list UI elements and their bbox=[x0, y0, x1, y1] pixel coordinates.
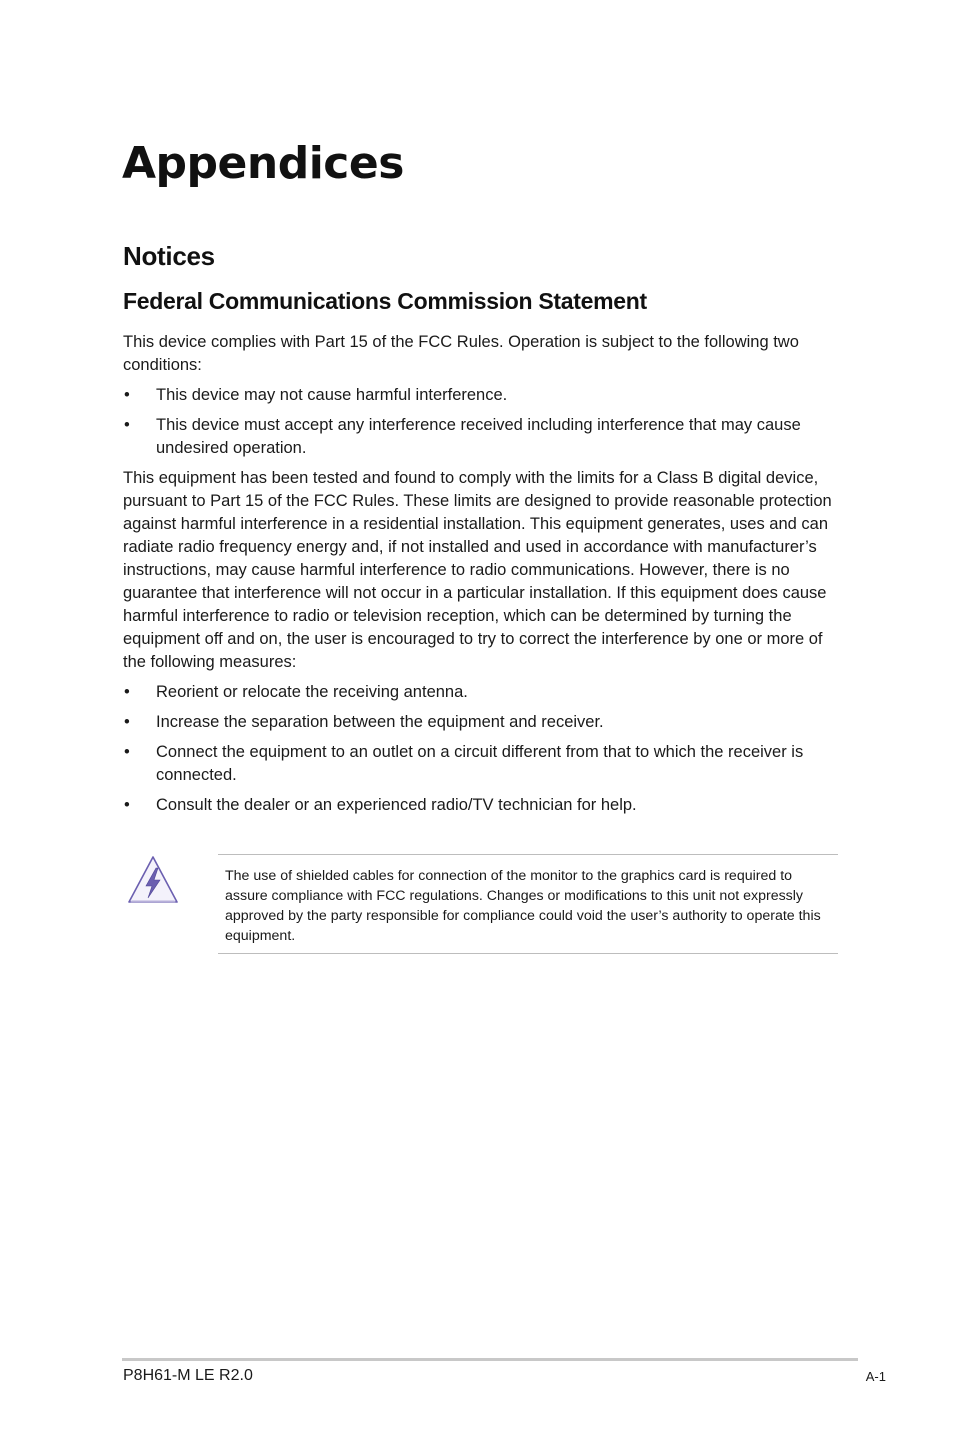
list-item-text: Reorient or relocate the receiving antenna. bbox=[156, 683, 468, 701]
fcc-intro-paragraph: This device complies with Part 15 of the FCC Rules. Operation is subject to the following two conditions: bbox=[123, 333, 799, 374]
bullet-icon: • bbox=[124, 386, 130, 404]
warning-note bbox=[123, 850, 839, 956]
warning-lightning-icon bbox=[127, 854, 179, 906]
list-item-text: Increase the separation between the equipment and receiver. bbox=[156, 713, 604, 731]
list-item bbox=[123, 384, 839, 407]
list-item-text: This device must accept any interference received including interference that may cause undesired operation. bbox=[156, 416, 801, 457]
list-item bbox=[123, 711, 839, 734]
list-item-text: This device may not cause harmful interference. bbox=[156, 386, 508, 404]
bullet-icon: • bbox=[124, 416, 130, 434]
list-item bbox=[123, 681, 839, 704]
footer-model-name: P8H61-M LE R2.0 bbox=[123, 1367, 253, 1384]
fcc-measures-list bbox=[123, 681, 839, 817]
subsection-title-fcc: Federal Communications Commission Statement bbox=[123, 288, 647, 314]
list-item-text: Connect the equipment to an outlet on a circuit different from that to which the receiver is connected. bbox=[156, 743, 804, 784]
footer-page-number: A-1 bbox=[865, 1369, 886, 1384]
footer-divider bbox=[122, 1358, 858, 1361]
bullet-icon: • bbox=[124, 796, 130, 814]
section-title-notices: Notices bbox=[123, 241, 215, 271]
list-item bbox=[123, 414, 839, 460]
fcc-conditions-list bbox=[123, 384, 839, 460]
bullet-icon: • bbox=[124, 743, 130, 761]
page-title: Appendices bbox=[122, 138, 404, 189]
fcc-statement-body bbox=[123, 331, 839, 824]
fcc-compliance-paragraph: This equipment has been tested and found to comply with the limits for a Class B digital device, pursuant to Part 15 of the FCC Rules. These limits are designed to provide reasonable protection against harmful interference in a residential installation. This equipment generates, uses and can radiate radio frequency energy and, if not installed and used in accordance with manufacturer’s instructions, may cause harmful interference to radio communications. However, there is no guarantee that interference will not occur in a particular installation. If this equipment does cause harmful interference to radio or television reception, which can be determined by turning the equipment off and on, the user is encouraged to try to correct the interference by one or more of the following measures: bbox=[123, 469, 832, 671]
list-item bbox=[123, 741, 839, 787]
bullet-icon: • bbox=[124, 713, 130, 731]
note-text: The use of shielded cables for connection of the monitor to the graphics card is required to assure compliance with FCC regulations. Changes or modifications to this unit not expressly approved by the party responsible for compliance could void the user’s authority to operate this equipment. bbox=[225, 868, 821, 944]
list-item-text: Consult the dealer or an experienced radio/TV technician for help. bbox=[156, 796, 637, 814]
note-box bbox=[218, 854, 838, 954]
list-item bbox=[123, 794, 839, 817]
bullet-icon: • bbox=[124, 683, 130, 701]
